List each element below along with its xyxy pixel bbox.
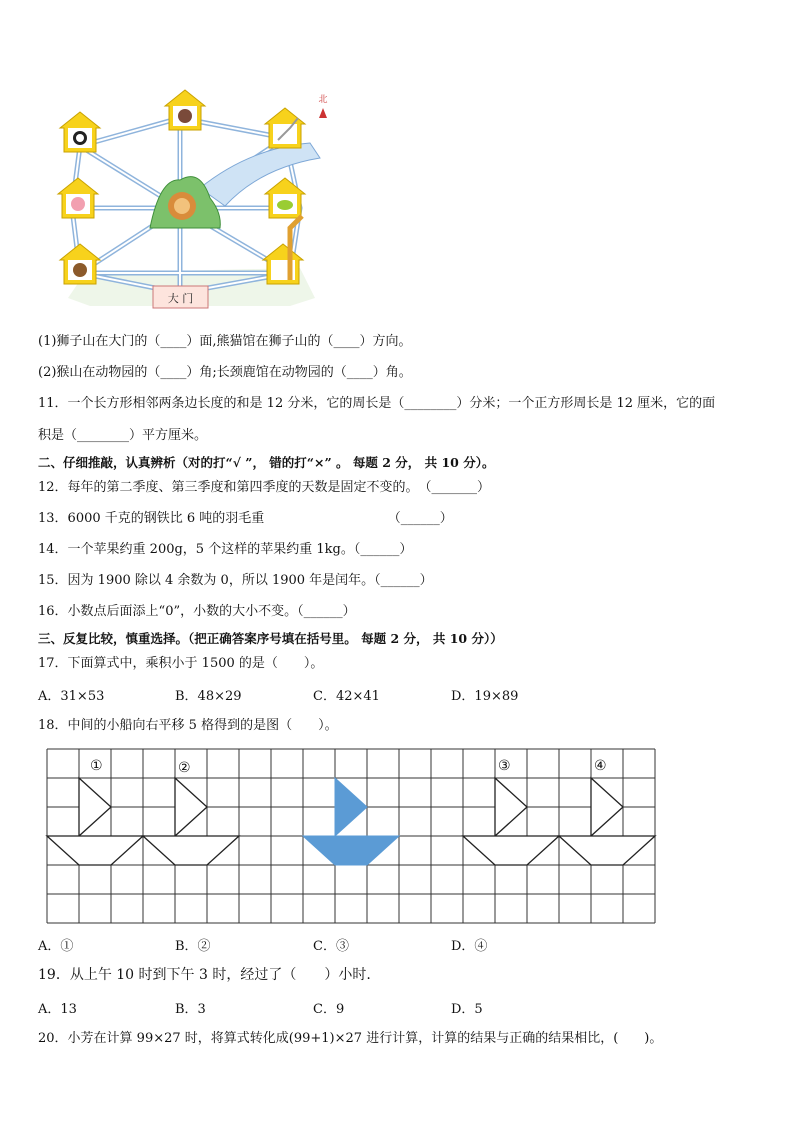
house-elephant [58,178,98,218]
q18-option-a: A．① [38,939,74,954]
question-15: 15．因为 1900 除以 4 余数为 0，所以 1900 年是闰年。（______） [38,573,433,588]
boat-option-3 [463,778,559,865]
question-11-line-2: 积是（________）平方厘米。 [38,428,208,443]
marker-2: ② [178,760,191,776]
house-fish [265,178,305,218]
question-10-part-1: (1)狮子山在大门的（____）面,熊猫馆在狮子山的（____）方向。 [38,334,412,349]
marker-1: ① [90,758,103,774]
q19-option-c: C．9 [313,1002,345,1017]
marker-3: ③ [498,758,511,774]
house-monkey-north [165,90,205,130]
section-2-heading: 二、仔细推敲，认真辨析（对的打“√ ”， 错的打“×” 。 每题 2 分， 共 10 分）。 [38,455,495,470]
q19-option-a: A．13 [38,1002,77,1017]
question-19: 19．从上午 10 时到下午 3 时，经过了（ ）小时. [38,967,371,983]
section-3-heading: 三、反复比较，慎重选择。（把正确答案序号填在括号里。 每题 2 分， 共 10 分）） [38,631,503,646]
boat-option-1 [47,778,143,865]
q18-option-d: D．④ [451,939,488,954]
q17-option-a: A．31×53 [38,689,105,704]
boat-option-4 [559,778,655,865]
question-14: 14．一个苹果约重 200g，5 个这样的苹果约重 1kg。（______） [38,542,413,557]
north-arrow-icon [318,93,327,118]
q18-option-b: B．② [175,939,211,954]
marker-4: ④ [594,758,607,774]
house-crane [265,108,305,148]
q17-option-b: B．48×29 [175,689,242,704]
q17-option-c: C．42×41 [313,689,380,704]
question-20: 20．小芳在计算 99×27 时，将算式转化成(99+1)×27 进行计算，计算的结果与正确的结果相比，( )。 [38,1031,663,1046]
gate-sign [153,286,208,308]
boat-translation-grid [44,746,658,928]
question-18: 18．中间的小船向右平移 5 格得到的是图（ ）。 [38,718,338,733]
q18-option-c: C．③ [313,939,349,954]
house-panda [60,112,100,152]
q17-option-d: D．19×89 [451,689,519,704]
house-monkey-southwest [60,244,100,284]
zoo-map-illustration [50,88,335,318]
svg-text:大 门: 大 门 [167,292,194,305]
svg-text:北: 北 [318,95,328,105]
question-12: 12．每年的第二季度、第三季度和第四季度的天数是固定不变的。 （_______） [38,480,491,495]
boat-original-blue [303,778,399,865]
question-10-part-2: (2)猴山在动物园的（____）角;长颈鹿馆在动物园的（____）角。 [38,365,412,380]
question-13: 13．6000 千克的钢铁比 6 吨的羽毛重 （______） [38,511,453,526]
boat-option-2 [143,778,239,865]
question-11-line-1: 11．一个长方形相邻两条边长度的和是 12 分米，它的周长是（________）分米；一个正方形周长是 12 厘米，它的面 [38,396,716,411]
q19-option-b: B．3 [175,1002,206,1017]
question-16: 16．小数点后面添上“0”，小数的大小不变。（______） [38,604,356,619]
q19-option-d: D．5 [451,1002,483,1017]
question-17: 17．下面算式中，乘积小于 1500 的是（ ）。 [38,656,324,671]
